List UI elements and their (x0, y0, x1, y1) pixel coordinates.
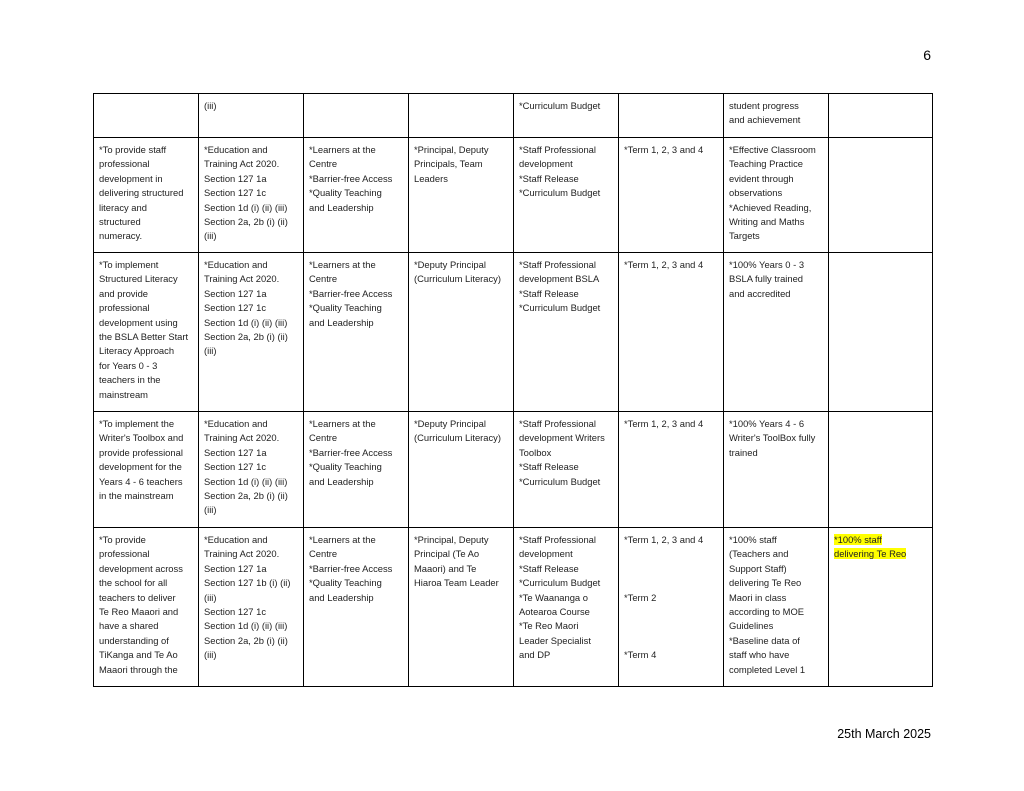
cell-text-line: and Leadership (309, 591, 374, 603)
cell-text-line: (Curriculum Literacy) (414, 432, 501, 444)
cell-focus-area (304, 94, 409, 138)
cell-text-line: *Quality Teaching (309, 187, 382, 199)
cell-text-line: Toolbox (519, 446, 552, 458)
cell-legislation (199, 528, 304, 687)
cell-text-line: Training Act 2020. (204, 432, 280, 444)
page-number: 6 (923, 47, 931, 63)
cell-text-line: the BSLA Better Start (99, 331, 189, 343)
table-row (94, 528, 933, 687)
cell-text-line: (iii) (204, 100, 217, 111)
cell-text-line (624, 547, 719, 561)
cell-text-line: Aotearoa Course (519, 606, 590, 618)
cell-text-line: the school for all (99, 577, 168, 589)
cell-focus-area (304, 253, 409, 412)
cell-text-line: professional (99, 158, 150, 170)
cell-text-line: *Te Reo Maori (519, 620, 579, 632)
cell-text-line: Guidelines (729, 620, 774, 632)
cell-timeframe (619, 253, 724, 412)
cell-text-line: and Leadership (309, 201, 374, 213)
cell-responsibility (409, 253, 514, 412)
cell-text-line: Section 1d (i) (ii) (iii) (204, 475, 288, 487)
cell-text-line: *Principal, Deputy (414, 144, 489, 155)
cell-text-line: trained (729, 446, 758, 458)
cell-text-line: *Term 1, 2, 3 and 4 (624, 418, 704, 429)
cell-text-line: development in (99, 172, 163, 184)
cell-objective (94, 528, 199, 687)
table-row (94, 412, 933, 528)
cell-text-line: observations (729, 187, 783, 199)
cell-text-line: Training Act 2020. (204, 273, 280, 285)
cell-legislation (199, 94, 304, 138)
cell-text-line (624, 634, 719, 648)
cell-text-line: Hiaroa Team Leader (414, 577, 499, 589)
cell-text-line: *Deputy Principal (414, 418, 486, 429)
cell-text-line: *Barrier-free Access (309, 172, 393, 184)
cell-text-line: in the mainstream (99, 490, 174, 502)
cell-text-line: Section 2a, 2b (i) (ii) (204, 490, 288, 502)
cell-text-line: *Staff Release (519, 172, 579, 184)
cell-text-line: *Term 1, 2, 3 and 4 (624, 534, 704, 545)
cell-responsibility (409, 94, 514, 138)
cell-text-line: Section 1d (i) (ii) (iii) (204, 316, 288, 328)
cell-text-line: *Term 1, 2, 3 and 4 (624, 144, 704, 155)
cell-text-line: and provide (99, 287, 148, 299)
cell-text-line: *Effective Classroom (729, 144, 816, 155)
cell-text-line: development for the (99, 461, 182, 473)
cell-text-line: teachers in the (99, 374, 161, 386)
cell-text-line: *Curriculum Budget (519, 302, 601, 314)
cell-text-line: Training Act 2020. (204, 158, 280, 170)
cell-text-line: (iii) (204, 230, 217, 242)
cell-text-line: evident through (729, 172, 794, 184)
cell-text-line: Training Act 2020. (204, 548, 280, 560)
cell-text-line: *Curriculum Budget (519, 187, 601, 199)
cell-text-line: *To implement (99, 259, 159, 270)
cell-text-line: *100% Years 0 - 3 (729, 259, 805, 270)
cell-text-line: delivering Te Reo (729, 577, 802, 589)
cell-text-line: *Learners at the (309, 534, 376, 545)
cell-text-line: Section 127 1c (204, 302, 267, 314)
cell-text-line: numeracy. (99, 230, 143, 242)
cell-text-line: development using (99, 316, 178, 328)
cell-text-line: Maaori) and Te (414, 562, 477, 574)
cell-text-line: *100% Years 4 - 6 (729, 418, 805, 429)
cell-text-line: development Writers (519, 432, 605, 444)
cell-objective (94, 94, 199, 138)
cell-text-line: and DP (519, 649, 551, 661)
cell-text-line: student progress (729, 100, 799, 111)
cell-success-indicators (724, 138, 829, 253)
cell-text-line: (Teachers and (729, 548, 789, 560)
cell-text-line: teachers to deliver (99, 591, 176, 603)
cell-text-line: Leaders (414, 172, 448, 184)
cell-text-line: and accredited (729, 287, 791, 299)
cell-text-line: *Achieved Reading, (729, 201, 812, 213)
cell-text-line: professional (99, 302, 150, 314)
cell-text-line: Writing and Maths (729, 216, 805, 228)
cell-text-line: Section 127 1c (204, 461, 267, 473)
cell-text-line: *Curriculum Budget (519, 475, 601, 487)
cell-text-line: *100% staff (834, 534, 882, 545)
cell-text-line: structured (99, 216, 141, 228)
footer-date: 25th March 2025 (837, 727, 931, 741)
cell-success-indicators (724, 253, 829, 412)
table-row (94, 138, 933, 253)
cell-responsibility (409, 412, 514, 528)
cell-text-line: *To implement the (99, 418, 175, 429)
cell-text-line: *Term 4 (624, 649, 657, 661)
strategic-plan-table (93, 93, 933, 687)
cell-text-line: *Staff Release (519, 461, 579, 473)
cell-text-line: *Staff Professional (519, 418, 596, 429)
cell-text-line: Leader Specialist (519, 634, 591, 646)
cell-resources (514, 253, 619, 412)
cell-text-line: delivering structured (99, 187, 184, 199)
cell-text-line: *To provide staff (99, 144, 167, 155)
cell-text-line: according to MOE (729, 606, 805, 618)
cell-text-line: *Barrier-free Access (309, 562, 393, 574)
cell-text-line: Writer's ToolBox fully (729, 432, 816, 444)
cell-text-line: (Curriculum Literacy) (414, 273, 501, 285)
cell-text-line: development across (99, 562, 183, 574)
cell-text-line: *Deputy Principal (414, 259, 486, 270)
cell-progress (829, 528, 933, 687)
cell-text-line: *Quality Teaching (309, 577, 382, 589)
cell-text-line: development (519, 548, 573, 560)
cell-text-line: *Quality Teaching (309, 302, 382, 314)
cell-timeframe (619, 412, 724, 528)
cell-text-line: provide professional (99, 446, 183, 458)
cell-resources (514, 94, 619, 138)
cell-text-line: development BSLA (519, 273, 600, 285)
cell-text-line: (iii) (204, 345, 217, 357)
cell-text-line: Section 127 1c (204, 606, 267, 618)
cell-text-line: have a shared (99, 620, 159, 632)
cell-text-line: (iii) (204, 504, 217, 516)
cell-objective (94, 138, 199, 253)
cell-progress (829, 253, 933, 412)
cell-text-line: Years 4 - 6 teachers (99, 475, 183, 487)
cell-text-line: understanding of (99, 634, 169, 646)
cell-text-line (624, 619, 719, 633)
cell-text-line: *Staff Professional (519, 259, 596, 270)
cell-text-line: development (519, 158, 573, 170)
cell-text-line: Section 1d (i) (ii) (iii) (204, 620, 288, 632)
cell-responsibility (409, 528, 514, 687)
cell-text-line: Centre (309, 432, 338, 444)
cell-text-line: *100% staff (729, 534, 777, 545)
cell-text-line: mainstream (99, 388, 148, 400)
table-row (94, 94, 933, 138)
cell-text-line: Section 127 1a (204, 562, 267, 574)
cell-progress (829, 412, 933, 528)
cell-objective (94, 253, 199, 412)
cell-text-line: (iii) (204, 649, 217, 661)
cell-objective (94, 412, 199, 528)
cell-text-line: *Principal, Deputy (414, 534, 489, 545)
cell-focus-area (304, 528, 409, 687)
cell-resources (514, 528, 619, 687)
cell-text-line: Centre (309, 158, 338, 170)
cell-text-line: and achievement (729, 114, 801, 126)
cell-success-indicators (724, 412, 829, 528)
cell-timeframe (619, 94, 724, 138)
cell-text-line: Section 2a, 2b (i) (ii) (204, 216, 288, 228)
cell-resources (514, 412, 619, 528)
cell-timeframe (619, 528, 724, 687)
cell-legislation (199, 138, 304, 253)
cell-text-line: *Education and (204, 534, 268, 545)
cell-text-line: *Curriculum Budget (519, 577, 601, 589)
cell-text-line: *Education and (204, 418, 268, 429)
cell-success-indicators (724, 94, 829, 138)
cell-focus-area (304, 138, 409, 253)
cell-text-line: *Te Waananga o (519, 591, 588, 603)
cell-text-line: and Leadership (309, 475, 374, 487)
cell-resources (514, 138, 619, 253)
cell-text-line: *Term 1, 2, 3 and 4 (624, 259, 704, 270)
cell-text-line: Section 127 1a (204, 287, 267, 299)
cell-text-line: *To provide (99, 534, 146, 545)
cell-text-line: Structured Literacy (99, 273, 178, 285)
cell-progress (829, 94, 933, 138)
cell-text-line: *Term 2 (624, 591, 657, 603)
cell-text-line: Section 127 1a (204, 172, 267, 184)
cell-text-line: Teaching Practice (729, 158, 803, 170)
cell-text-line (624, 576, 719, 590)
cell-text-line: literacy and (99, 201, 147, 213)
cell-text-line: *Staff Professional (519, 534, 596, 545)
cell-text-line: for Years 0 - 3 (99, 359, 158, 371)
cell-text-line: TiKanga and Te Ao (99, 649, 178, 661)
cell-text-line: Section 127 1c (204, 187, 267, 199)
cell-text-line: BSLA fully trained (729, 273, 804, 285)
cell-text-line: and Leadership (309, 316, 374, 328)
cell-responsibility (409, 138, 514, 253)
cell-text-line: Section 127 1b (i) (ii) (204, 577, 291, 589)
cell-text-line: delivering Te Reo (834, 548, 907, 560)
cell-text-line: *Learners at the (309, 418, 376, 429)
cell-text-line: Section 127 1a (204, 446, 267, 458)
cell-text-line: Centre (309, 273, 338, 285)
cell-text-line: Targets (729, 230, 760, 242)
cell-focus-area (304, 412, 409, 528)
cell-success-indicators (724, 528, 829, 687)
cell-text-line: *Quality Teaching (309, 461, 382, 473)
table-row (94, 253, 933, 412)
cell-text-line: Section 2a, 2b (i) (ii) (204, 634, 288, 646)
cell-text-line: Section 1d (i) (ii) (iii) (204, 201, 288, 213)
cell-text-line: Section 2a, 2b (i) (ii) (204, 331, 288, 343)
cell-text-line: *Staff Release (519, 287, 579, 299)
cell-text-line: *Education and (204, 144, 268, 155)
cell-text-line (624, 605, 719, 619)
cell-text-line: *Learners at the (309, 259, 376, 270)
cell-text-line: *Baseline data of (729, 634, 800, 646)
cell-text-line: Principal (Te Ao (414, 548, 480, 560)
cell-text-line: Centre (309, 548, 338, 560)
cell-text-line: *Barrier-free Access (309, 446, 393, 458)
cell-progress (829, 138, 933, 253)
cell-text-line: professional (99, 548, 150, 560)
cell-text-line: Principals, Team (414, 158, 483, 170)
cell-text-line: *Education and (204, 259, 268, 270)
cell-text-line: *Staff Release (519, 562, 579, 574)
cell-text-line: Maori in class (729, 591, 787, 603)
cell-text-line: Maaori through the (99, 663, 178, 675)
cell-text-line: *Curriculum Budget (519, 100, 601, 111)
cell-text-line: Te Reo Maaori and (99, 606, 179, 618)
cell-legislation (199, 253, 304, 412)
cell-text-line: completed Level 1 (729, 663, 806, 675)
cell-text-line: Writer's Toolbox and (99, 432, 184, 444)
cell-text-line: staff who have (729, 649, 790, 661)
cell-timeframe (619, 138, 724, 253)
cell-text-line: Literacy Approach (99, 345, 175, 357)
cell-text-line: (iii) (204, 591, 217, 603)
cell-text-line: *Staff Professional (519, 144, 596, 155)
cell-legislation (199, 412, 304, 528)
cell-text-line: *Barrier-free Access (309, 287, 393, 299)
cell-text-line: Support Staff) (729, 562, 787, 574)
cell-text-line: *Learners at the (309, 144, 376, 155)
cell-text-line (624, 562, 719, 576)
